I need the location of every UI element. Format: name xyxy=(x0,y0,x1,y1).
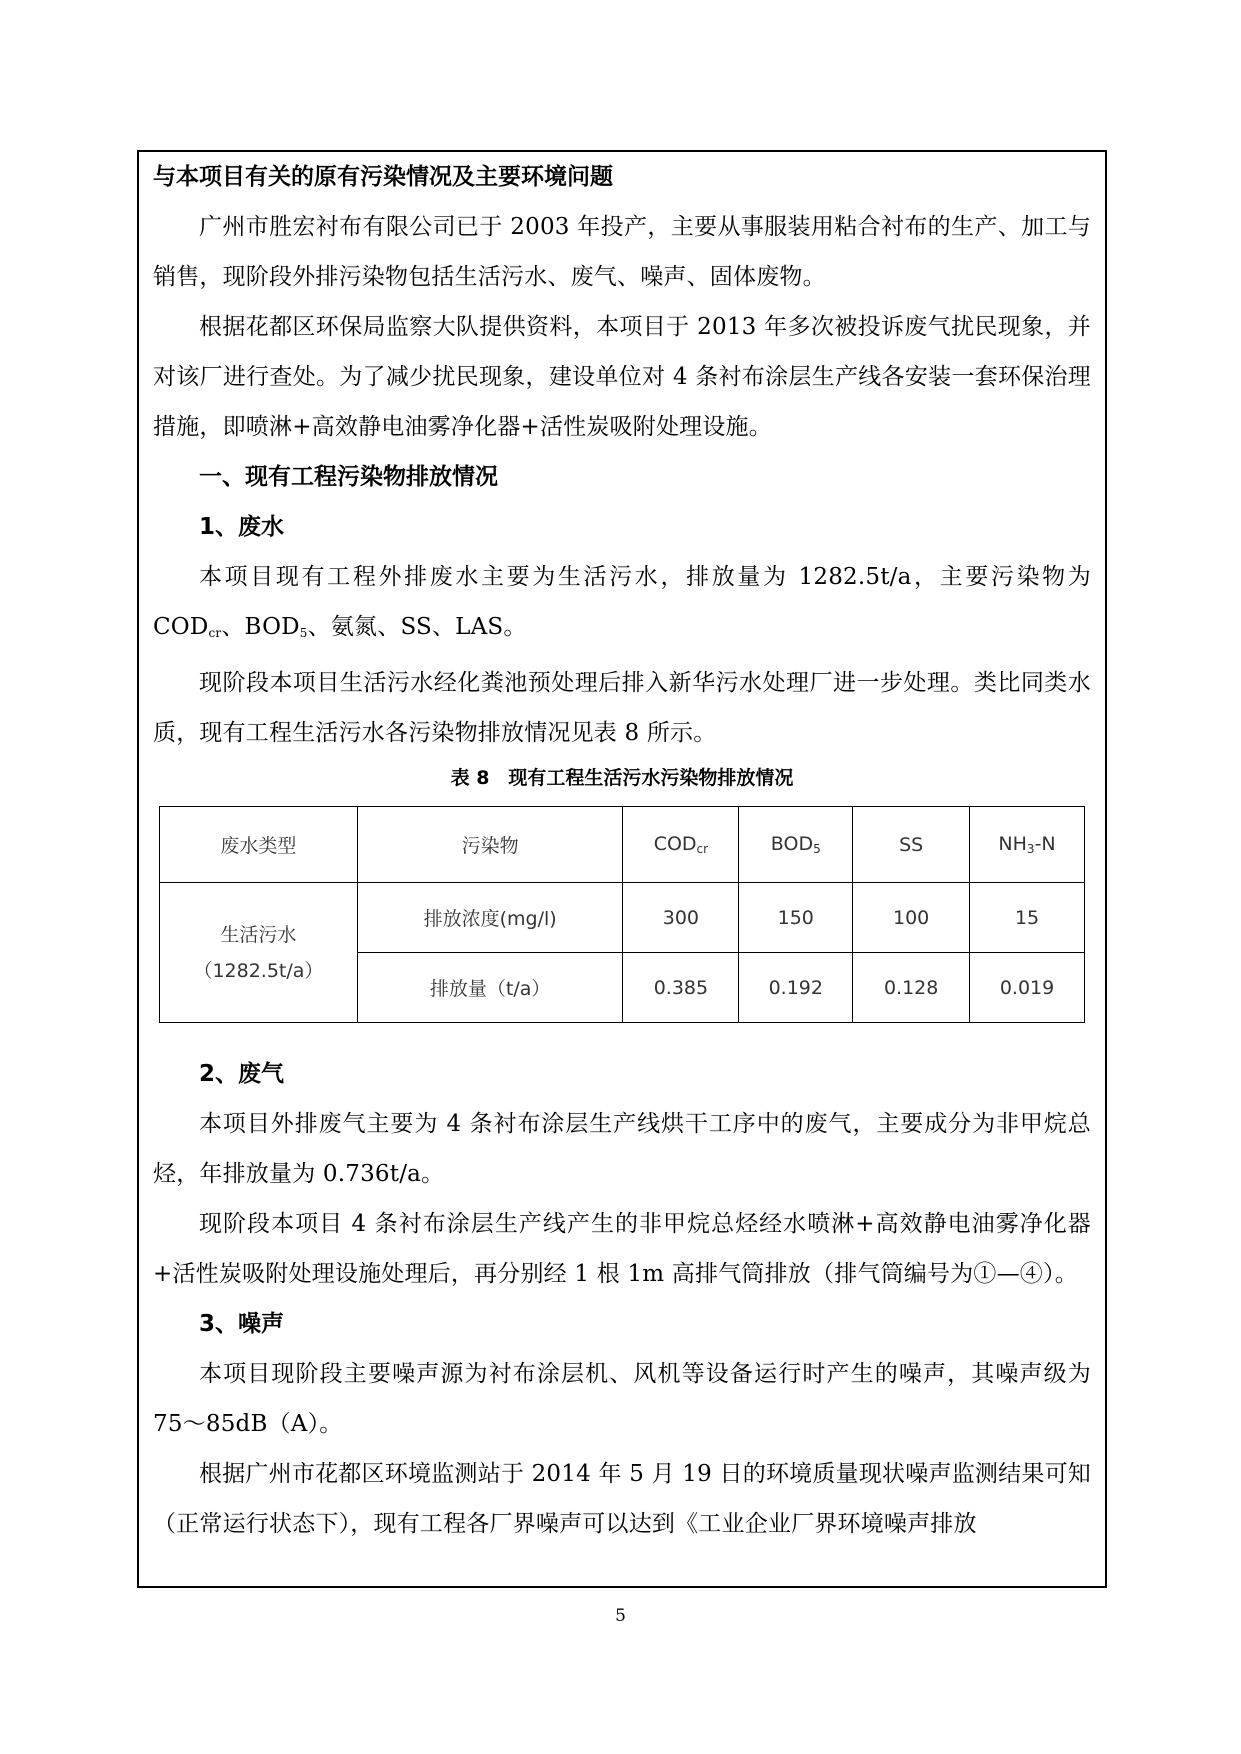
type-name: 生活污水 xyxy=(220,923,297,946)
row-label-amount: 排放量（t/a） xyxy=(357,953,623,1023)
heading-existing-emissions: 一、现有工程污染物排放情况 xyxy=(199,464,498,490)
exhaust-paragraph-1: 本项目外排废气主要为 4 条衬布涂层生产线烘干工序中的废气，主要成分为非甲烷总烃，年排放量为 0.736t/a。 xyxy=(153,1111,1091,1187)
cell-bod-concentration: 150 xyxy=(739,883,853,953)
type-amount: （1282.5t/a） xyxy=(193,959,324,982)
heading-exhaust: 2、废气 xyxy=(199,1061,285,1087)
row-label-concentration: 排放浓度(mg/l) xyxy=(357,883,623,953)
cell-ss-concentration: 100 xyxy=(853,883,970,953)
heading-wastewater: 1、废水 xyxy=(199,514,285,540)
header-nh3n: $NH_3-N$ xyxy=(970,807,1085,883)
section-title: 与本项目有关的原有污染情况及主要环境问题 xyxy=(153,164,613,190)
intro-paragraph-1: 广州市胜宏衬布有限公司已于 2003 年投产，主要从事服装用粘合衬布的生产、加工与销售，现阶段外排污染物包括生活污水、废气、噪声、固体废物。 xyxy=(153,214,1091,290)
content-frame xyxy=(137,150,1107,1588)
table-header-row xyxy=(160,807,1085,883)
heading-noise: 3、噪声 xyxy=(199,1311,285,1337)
cell-nh3n-concentration: 15 xyxy=(970,883,1085,953)
cell-ss-amount: 0.128 xyxy=(853,953,970,1023)
header-ss: SS xyxy=(853,807,970,883)
cell-bod-amount: 0.192 xyxy=(739,953,853,1023)
table-row xyxy=(160,883,1085,953)
wastewater-paragraph-2: 现阶段本项目生活污水经化粪池预处理后排入新华污水处理厂进一步处理。类比同类水质，现有工程生活污水各污染物排放情况见表 8 所示。 xyxy=(153,670,1091,746)
table-caption: 表 8 现有工程生活污水污染物排放情况 xyxy=(450,767,794,789)
noise-paragraph-1: 本项目现阶段主要噪声源为衬布涂层机、风机等设备运行时产生的噪声，其噪声级为 75～85dB（A）。 xyxy=(153,1361,1091,1437)
emission-table xyxy=(159,806,1085,1023)
cell-cod-concentration: 300 xyxy=(623,883,739,953)
content-body xyxy=(153,152,1091,1549)
wastewater-paragraph-1: 本项目现有工程外排废水主要为生活污水，排放量为 1282.5t/a，主要污染物为 $COD_{cr}$、$BOD_5$、氨氮、SS、LAS。 xyxy=(153,564,1091,640)
cell-wastewater-type xyxy=(160,883,358,1023)
cell-cod-amount: 0.385 xyxy=(623,953,739,1023)
cell-nh3n-amount: 0.019 xyxy=(970,953,1085,1023)
page-number: 5 xyxy=(615,1606,626,1626)
header-bod: $BOD_5$ xyxy=(739,807,853,883)
noise-paragraph-2: 根据广州市花都区环境监测站于 2014 年 5 月 19 日的环境质量现状噪声监测结果可知（正常运行状态下），现有工程各厂界噪声可以达到《工业企业厂界环境噪声排放 xyxy=(153,1461,1091,1537)
header-pollutant: 污染物 xyxy=(357,807,623,883)
exhaust-paragraph-2: 现阶段本项目 4 条衬布涂层生产线产生的非甲烷总烃经水喷淋+高效静电油雾净化器+活性炭吸附处理设施处理后，再分别经 1 根 1m 高排气筒排放（排气筒编号为①—④）。 xyxy=(153,1211,1091,1287)
header-cod: $COD_{cr}$ xyxy=(623,807,739,883)
header-wastewater-type: 废水类型 xyxy=(160,807,358,883)
intro-paragraph-2: 根据花都区环保局监察大队提供资料，本项目于 2013 年多次被投诉废气扰民现象，并对该厂进行查处。为了减少扰民现象，建设单位对 4 条衬布涂层生产线各安装一套环保治理措施，即喷淋+高效静电油雾净化器+活性炭吸附处理设施。 xyxy=(153,314,1091,440)
